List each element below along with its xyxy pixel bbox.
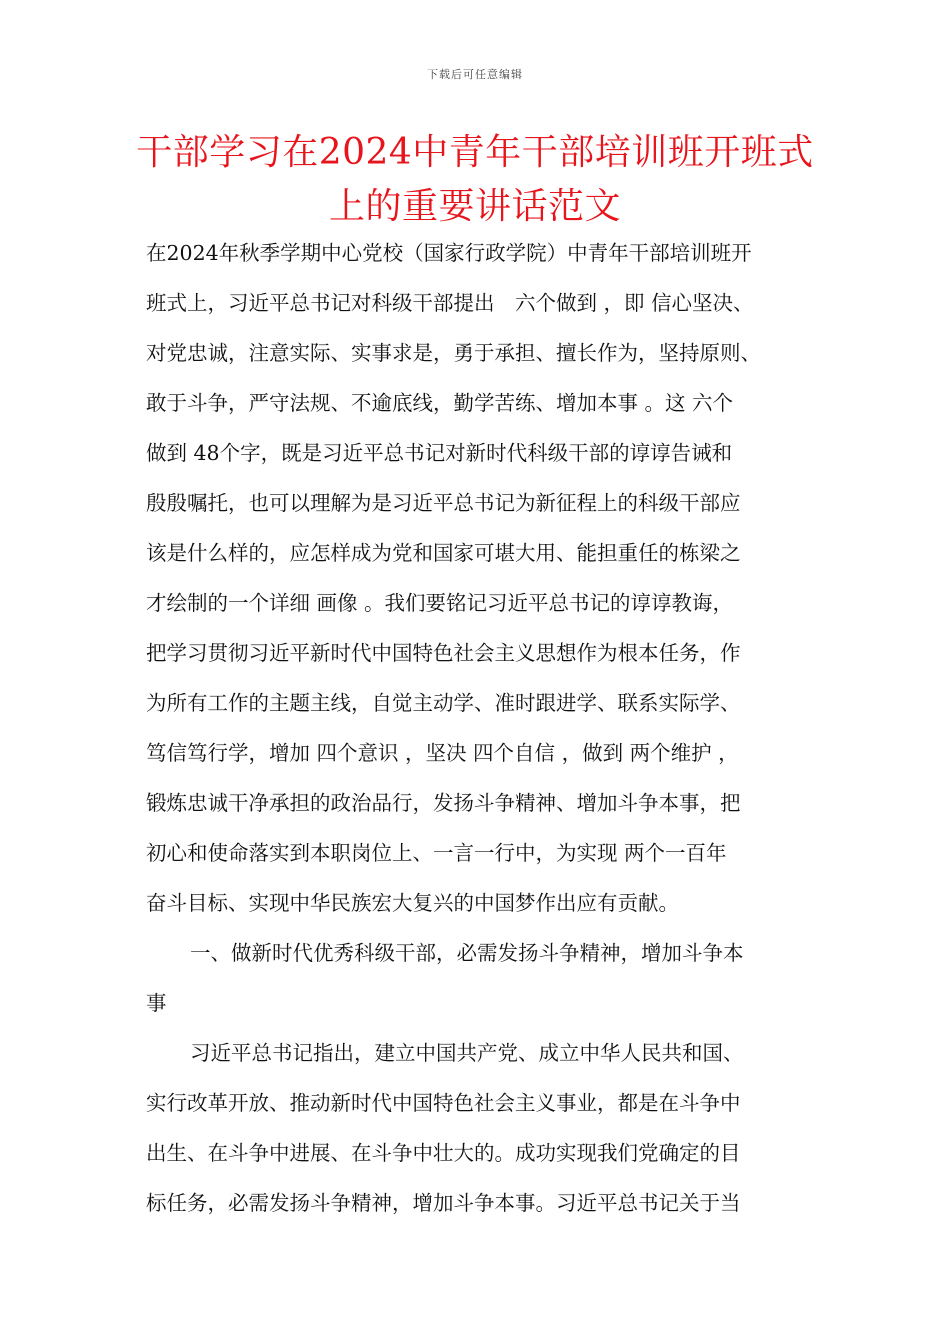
heading-line: 一、做新时代优秀科级干部，必需发扬斗争精神，增加斗争本	[190, 941, 744, 965]
text-line: 标任务，必需发扬斗争精神，增加斗争本事。习近平总书记关于当	[146, 1191, 741, 1215]
text-line: 在2024年秋季学期中心党校（国家行政学院）中青年干部培训班开	[146, 241, 752, 265]
paragraph-2	[146, 1028, 826, 1228]
text-line: 做到 48个字，既是习近平总书记对新时代科级干部的谆谆告诫和	[146, 441, 733, 465]
title-line-2: 上的重要讲话范文	[328, 186, 621, 227]
text-line: 把学习贯彻习近平新时代中国特色社会主义思想作为根本任务，作	[146, 641, 741, 665]
text-line: 奋斗目标、实现中华民族宏大复兴的中国梦作出应有贡献。	[146, 891, 679, 915]
text-line: 为所有工作的主题主线，自觉主动学、准时跟进学、联系实际学、	[146, 691, 741, 715]
page-header-note: 下载后可任意编辑	[427, 68, 523, 81]
text-line: 实行改革开放、推动新时代中国特色社会主义事业，都是在斗争中	[146, 1091, 741, 1115]
text-line: 习近平总书记指出，建立中国共产党、成立中华人民共和国、	[190, 1041, 744, 1065]
section-heading-1	[146, 928, 826, 1028]
text-line: 对党忠诚，注意实际、实事求是，勇于承担、擅长作为，坚持原则、	[146, 341, 761, 365]
document-body	[146, 228, 826, 1228]
heading-line: 事	[146, 991, 167, 1015]
text-line: 锻炼忠诚干净承担的政治品行，发扬斗争精神、增加斗争本事，把	[146, 791, 741, 815]
text-line: 殷殷嘱托，也可以理解为是习近平总书记为新征程上的科级干部应	[146, 491, 741, 515]
text-line: 才绘制的一个详细 画像 。我们要铭记习近平总书记的谆谆教诲，	[146, 591, 734, 615]
document-title	[100, 126, 850, 234]
title-line-1: 干部学习在2024中青年干部培训班开班式	[136, 132, 814, 173]
text-line: 班式上，习近平总书记对科级干部提出 六个做到 ，即 信心坚决、	[146, 291, 754, 315]
paragraph-intro	[146, 228, 826, 928]
text-line: 笃信笃行学，增加 四个意识 ，坚决 四个自信 ，做到 两个维护 ，	[146, 741, 739, 765]
text-line: 初心和使命落实到本职岗位上、一言一行中，为实现 两个一百年	[146, 841, 727, 865]
text-line: 敢于斗争，严守法规、不逾底线，勤学苦练、增加本事 。这 六个	[146, 391, 734, 415]
text-line: 出生、在斗争中进展、在斗争中壮大的。成功实现我们党确定的目	[146, 1141, 741, 1165]
text-line: 该是什么样的，应怎样成为党和国家可堪大用、能担重任的栋梁之	[146, 541, 741, 565]
